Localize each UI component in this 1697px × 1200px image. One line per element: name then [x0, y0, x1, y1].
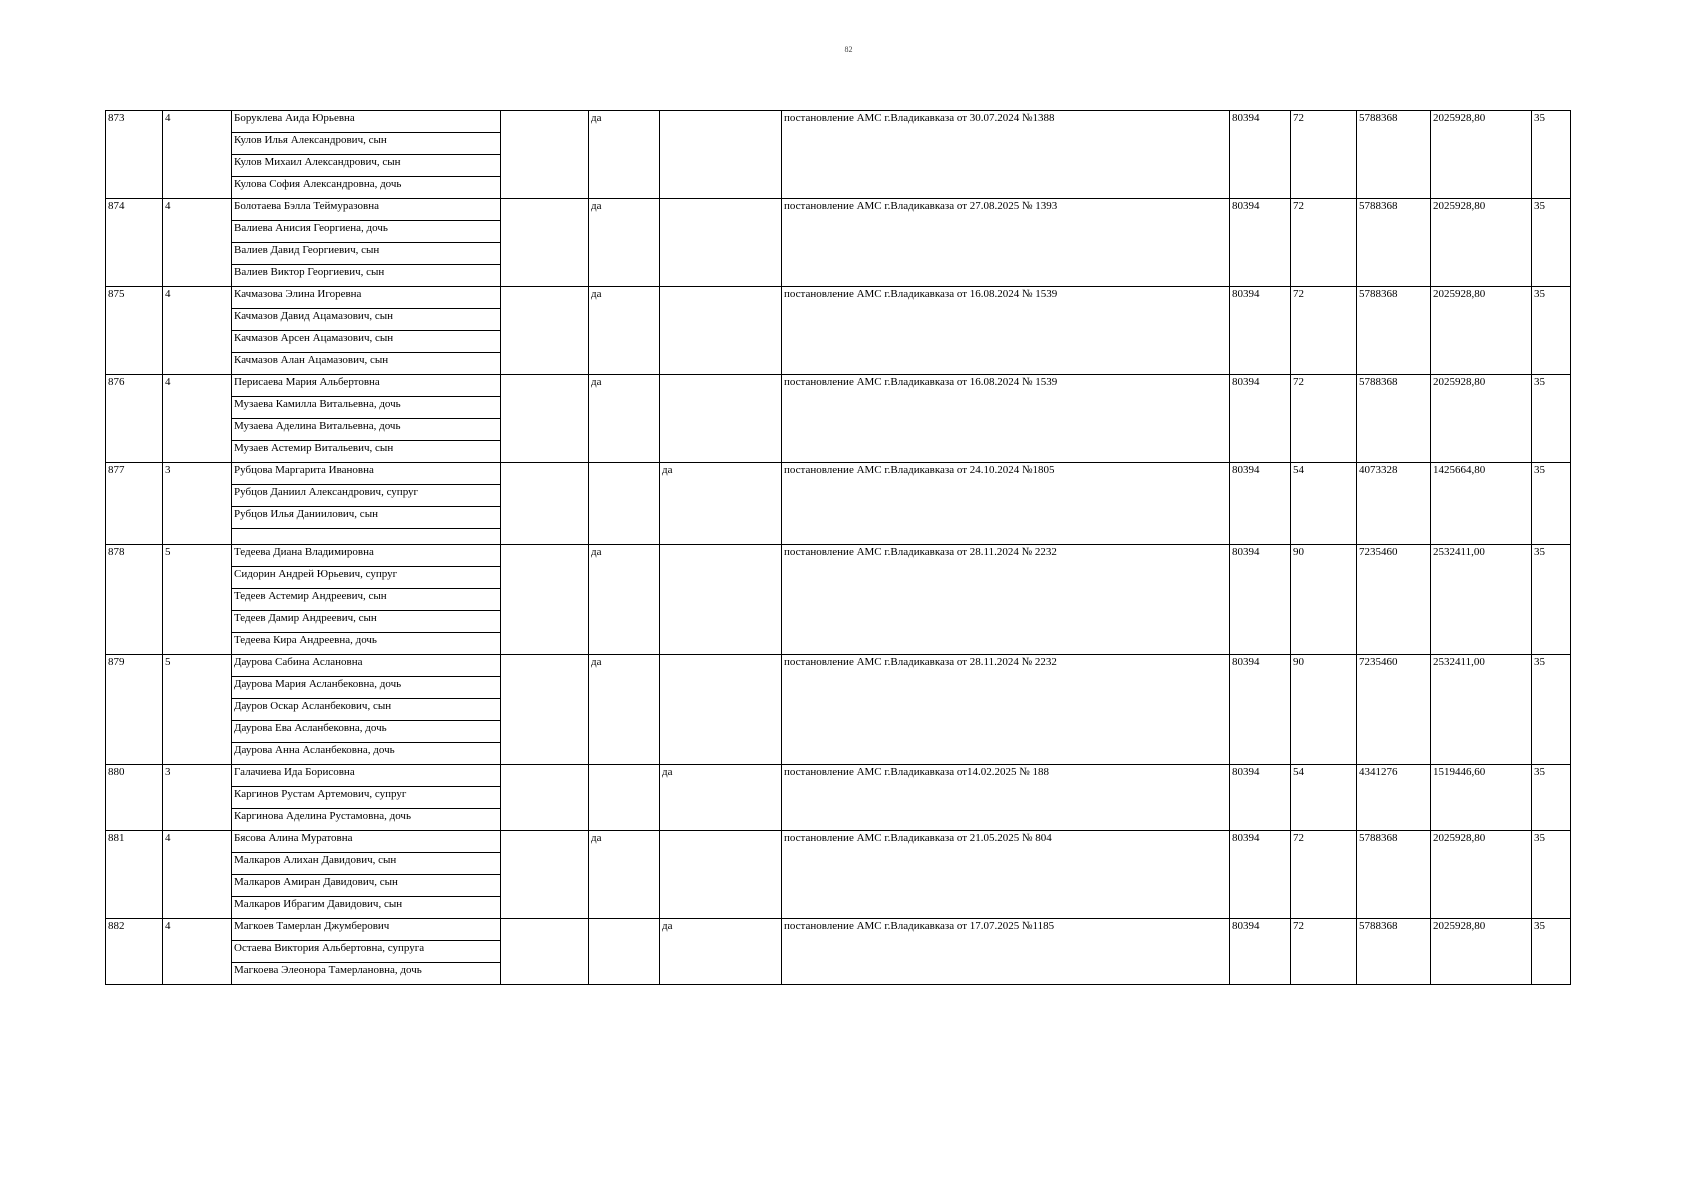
family-member-name: Даурова Сабина Аслановна	[232, 655, 501, 677]
family-member-name: Малкаров Ибрагим Давидович, сын	[232, 897, 501, 919]
category-yes-2	[660, 375, 782, 463]
decision-reference: постановление АМС г.Владикавказа от 24.10.2024 №1805	[782, 463, 1230, 545]
record-number: 873	[106, 111, 163, 199]
table-row	[106, 111, 1571, 133]
family-member-name: Рубцов Даниил Александрович, супруг	[232, 485, 501, 507]
payment-amount: 2025928,80	[1431, 375, 1532, 463]
total-cost: 5788368	[1357, 375, 1431, 463]
payment-amount: 2532411,00	[1431, 655, 1532, 765]
record-number: 878	[106, 545, 163, 655]
category-yes-2	[660, 199, 782, 287]
empty-cell	[501, 655, 589, 765]
table-row	[106, 655, 1571, 677]
family-member-name: Валиев Виктор Георгиевич, сын	[232, 265, 501, 287]
table-row	[106, 287, 1571, 309]
record-number: 876	[106, 375, 163, 463]
family-member-name: Дауров Оскар Асланбекович, сын	[232, 699, 501, 721]
payment-percent: 35	[1532, 463, 1571, 545]
empty-cell	[501, 765, 589, 831]
total-cost: 7235460	[1357, 545, 1431, 655]
cost-per-sqm: 80394	[1230, 375, 1291, 463]
decision-reference: постановление АМС г.Владикавказа от 17.07.2025 №1185	[782, 919, 1230, 985]
decision-reference: постановление АМС г.Владикавказа от 16.08.2024 № 1539	[782, 375, 1230, 463]
family-member-name: Малкаров Амиран Давидович, сын	[232, 875, 501, 897]
category-yes-1	[589, 919, 660, 985]
family-member-name: Каргинова Аделина Рустамовна, дочь	[232, 809, 501, 831]
category-yes-1: да	[589, 655, 660, 765]
category-yes-2: да	[660, 463, 782, 545]
family-member-name: Качмазова Элина Игоревна	[232, 287, 501, 309]
area-norm: 54	[1291, 765, 1357, 831]
decision-reference: постановление АМС г.Владикавказа от 16.08.2024 № 1539	[782, 287, 1230, 375]
category-yes-1	[589, 463, 660, 545]
family-member-name: Малкаров Алихан Давидович, сын	[232, 853, 501, 875]
total-cost: 5788368	[1357, 199, 1431, 287]
payment-amount: 2025928,80	[1431, 199, 1532, 287]
area-norm: 72	[1291, 199, 1357, 287]
family-member-name: Рубцова Маргарита Ивановна	[232, 463, 501, 485]
family-member-name: Тедеева Кира Андреевна, дочь	[232, 633, 501, 655]
family-member-name: Бясова Алина Муратовна	[232, 831, 501, 853]
family-member-name: Тедеев Астемир Андреевич, сын	[232, 589, 501, 611]
family-member-name: Кулов Илья Александрович, сын	[232, 133, 501, 155]
registry-body	[106, 111, 1571, 985]
cost-per-sqm: 80394	[1230, 919, 1291, 985]
family-member-name: Тедеев Дамир Андреевич, сын	[232, 611, 501, 633]
family-member-name: Музаева Камилла Витальевна, дочь	[232, 397, 501, 419]
decision-reference: постановление АМС г.Владикавказа от 21.05.2025 № 804	[782, 831, 1230, 919]
family-member-name: Музаев Астемир Витальевич, сын	[232, 441, 501, 463]
category-yes-1: да	[589, 111, 660, 199]
table-row	[106, 545, 1571, 567]
category-yes-2: да	[660, 765, 782, 831]
empty-cell	[501, 375, 589, 463]
cost-per-sqm: 80394	[1230, 831, 1291, 919]
table-row	[106, 463, 1571, 485]
family-member-name: Сидорин Андрей Юрьевич, супруг	[232, 567, 501, 589]
payment-percent: 35	[1532, 199, 1571, 287]
family-member-name: Остаева Виктория Альбертовна, супруга	[232, 941, 501, 963]
table-row	[106, 765, 1571, 787]
payment-percent: 35	[1532, 375, 1571, 463]
family-member-name: Перисаева Мария Альбертовна	[232, 375, 501, 397]
family-member-name: Болотаева Бэлла Теймуразовна	[232, 199, 501, 221]
payment-percent: 35	[1532, 919, 1571, 985]
category-yes-2	[660, 545, 782, 655]
area-norm: 72	[1291, 111, 1357, 199]
total-cost: 5788368	[1357, 831, 1431, 919]
payment-amount: 1425664,80	[1431, 463, 1532, 545]
cost-per-sqm: 80394	[1230, 287, 1291, 375]
empty-cell	[501, 287, 589, 375]
family-count: 3	[163, 765, 232, 831]
payment-percent: 35	[1532, 831, 1571, 919]
area-norm: 54	[1291, 463, 1357, 545]
family-count: 4	[163, 375, 232, 463]
record-number: 874	[106, 199, 163, 287]
family-count: 4	[163, 199, 232, 287]
family-count: 5	[163, 545, 232, 655]
family-member-name: Магкоева Элеонора Тамерлановна, дочь	[232, 963, 501, 985]
record-number: 882	[106, 919, 163, 985]
family-count: 4	[163, 111, 232, 199]
empty-cell	[501, 545, 589, 655]
payment-amount: 2025928,80	[1431, 111, 1532, 199]
total-cost: 5788368	[1357, 111, 1431, 199]
family-member-name: Тедеева Диана Владимировна	[232, 545, 501, 567]
family-member-name: Боруклева Аида Юрьевна	[232, 111, 501, 133]
area-norm: 72	[1291, 919, 1357, 985]
family-member-name: Даурова Ева Асланбековна, дочь	[232, 721, 501, 743]
payment-percent: 35	[1532, 545, 1571, 655]
family-member-name: Валиева Анисия Георгиена, дочь	[232, 221, 501, 243]
record-number: 879	[106, 655, 163, 765]
family-member-name: Даурова Анна Асланбековна, дочь	[232, 743, 501, 765]
family-member-name: Даурова Мария Асланбековна, дочь	[232, 677, 501, 699]
family-count: 3	[163, 463, 232, 545]
category-yes-1: да	[589, 831, 660, 919]
cost-per-sqm: 80394	[1230, 111, 1291, 199]
category-yes-1: да	[589, 545, 660, 655]
payment-amount: 2025928,80	[1431, 287, 1532, 375]
decision-reference: постановление АМС г.Владикавказа от 28.11.2024 № 2232	[782, 545, 1230, 655]
total-cost: 5788368	[1357, 919, 1431, 985]
payment-amount: 2025928,80	[1431, 919, 1532, 985]
category-yes-1: да	[589, 375, 660, 463]
family-member-name: Кулова София Александровна, дочь	[232, 177, 501, 199]
decision-reference: постановление АМС г.Владикавказа от 28.11.2024 № 2232	[782, 655, 1230, 765]
payment-amount: 2025928,80	[1431, 831, 1532, 919]
cost-per-sqm: 80394	[1230, 463, 1291, 545]
table-row	[106, 831, 1571, 853]
decision-reference: постановление АМС г.Владикавказа от 27.08.2025 № 1393	[782, 199, 1230, 287]
payment-percent: 35	[1532, 765, 1571, 831]
cost-per-sqm: 80394	[1230, 655, 1291, 765]
family-member-name: Качмазов Арсен Ацамазович, сын	[232, 331, 501, 353]
empty-cell	[501, 831, 589, 919]
record-number: 875	[106, 287, 163, 375]
record-number: 877	[106, 463, 163, 545]
registry-table-container	[105, 110, 1570, 985]
record-number: 881	[106, 831, 163, 919]
area-norm: 90	[1291, 655, 1357, 765]
empty-cell	[501, 463, 589, 545]
table-row	[106, 375, 1571, 397]
total-cost: 5788368	[1357, 287, 1431, 375]
payment-amount: 1519446,60	[1431, 765, 1532, 831]
area-norm: 90	[1291, 545, 1357, 655]
payment-percent: 35	[1532, 287, 1571, 375]
payment-percent: 35	[1532, 655, 1571, 765]
empty-cell	[501, 919, 589, 985]
total-cost: 4341276	[1357, 765, 1431, 831]
family-count: 4	[163, 287, 232, 375]
family-member-name: Музаева Аделина Витальевна, дочь	[232, 419, 501, 441]
family-member-name: Кулов Михаил Александрович, сын	[232, 155, 501, 177]
family-count: 5	[163, 655, 232, 765]
page-number: 82	[844, 45, 853, 54]
family-member-name: Качмазов Алан Ацамазович, сын	[232, 353, 501, 375]
empty-cell	[501, 199, 589, 287]
family-member-name: Качмазов Давид Ацамазович, сын	[232, 309, 501, 331]
family-member-name: Валиев Давид Георгиевич, сын	[232, 243, 501, 265]
registry-table	[105, 110, 1571, 985]
area-norm: 72	[1291, 375, 1357, 463]
total-cost: 7235460	[1357, 655, 1431, 765]
decision-reference: постановление АМС г.Владикавказа от 30.07.2024 №1388	[782, 111, 1230, 199]
category-yes-1: да	[589, 287, 660, 375]
family-count: 4	[163, 919, 232, 985]
family-member-name: Галачиева Ида Борисовна	[232, 765, 501, 787]
category-yes-2	[660, 287, 782, 375]
empty-member-cell	[232, 529, 501, 545]
category-yes-2	[660, 111, 782, 199]
category-yes-1	[589, 765, 660, 831]
area-norm: 72	[1291, 287, 1357, 375]
category-yes-2: да	[660, 919, 782, 985]
category-yes-1: да	[589, 199, 660, 287]
payment-percent: 35	[1532, 111, 1571, 199]
category-yes-2	[660, 831, 782, 919]
cost-per-sqm: 80394	[1230, 545, 1291, 655]
family-count: 4	[163, 831, 232, 919]
family-member-name: Магкоев Тамерлан Джумберович	[232, 919, 501, 941]
table-row	[106, 919, 1571, 941]
family-member-name: Рубцов Илья Даниилович, сын	[232, 507, 501, 529]
table-row	[106, 199, 1571, 221]
cost-per-sqm: 80394	[1230, 765, 1291, 831]
decision-reference: постановление АМС г.Владикавказа от14.02.2025 № 188	[782, 765, 1230, 831]
category-yes-2	[660, 655, 782, 765]
area-norm: 72	[1291, 831, 1357, 919]
cost-per-sqm: 80394	[1230, 199, 1291, 287]
empty-cell	[501, 111, 589, 199]
family-member-name: Каргинов Рустам Артемович, супруг	[232, 787, 501, 809]
payment-amount: 2532411,00	[1431, 545, 1532, 655]
total-cost: 4073328	[1357, 463, 1431, 545]
record-number: 880	[106, 765, 163, 831]
